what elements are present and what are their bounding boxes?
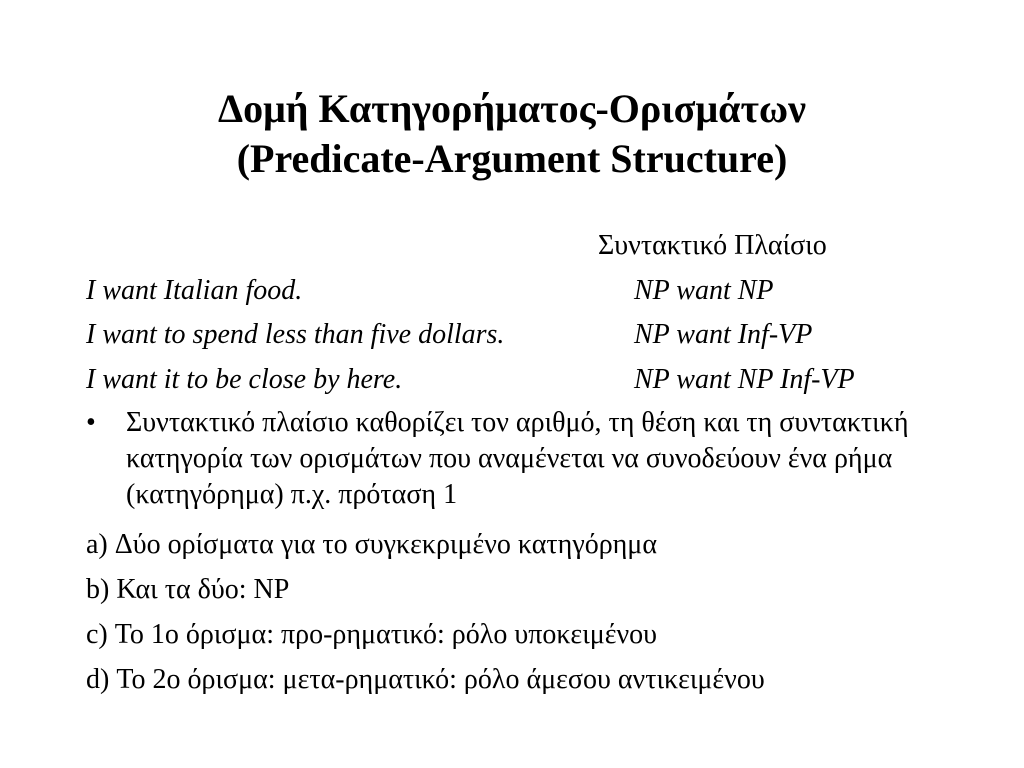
bullet-point [86,405,946,513]
list-item-d: d) Το 2ο όρισμα: μετα-ρηματικό: ρόλο άμεσου αντικειμένου [86,664,765,695]
bullet-marker: • [86,407,96,438]
example-sentence: I want Italian food. [86,275,303,306]
example-frame: NP want NP Inf-VP [634,364,855,395]
example-row [86,360,986,404]
example-frame: NP want NP [634,275,774,306]
example-sentence: I want to spend less than five dollars. [86,319,505,350]
example-frame: NP want Inf-VP [634,319,813,350]
example-row [86,315,986,359]
list-item-a: a) Δύο ορίσματα για το συγκεκριμένο κατηγόρημα [86,529,657,560]
title-line-greek: Δομή Κατηγορήματος-Ορισμάτων [218,86,806,131]
frame-column-header: Συντακτικό Πλαίσιο [598,230,827,261]
list-item-b: b) Και τα δύο: NP [86,574,290,605]
example-row [86,271,986,315]
slide-title [0,84,1024,184]
example-sentence: I want it to be close by here. [86,364,403,395]
title-line-english: (Predicate-Argument Structure) [236,136,788,181]
list-item-c: c) Το 1ο όρισμα: προ-ρηματικό: ρόλο υποκειμένου [86,619,658,650]
bullet-text: Συντακτικό πλαίσιο καθορίζει τον αριθμό, τη θέση και τη συντακτική κατηγορία των ορισμάτων που αναμένεται να συνοδεύουν ένα ρήμα (κατηγόρημα) π.χ. πρόταση 1 [126,407,909,510]
